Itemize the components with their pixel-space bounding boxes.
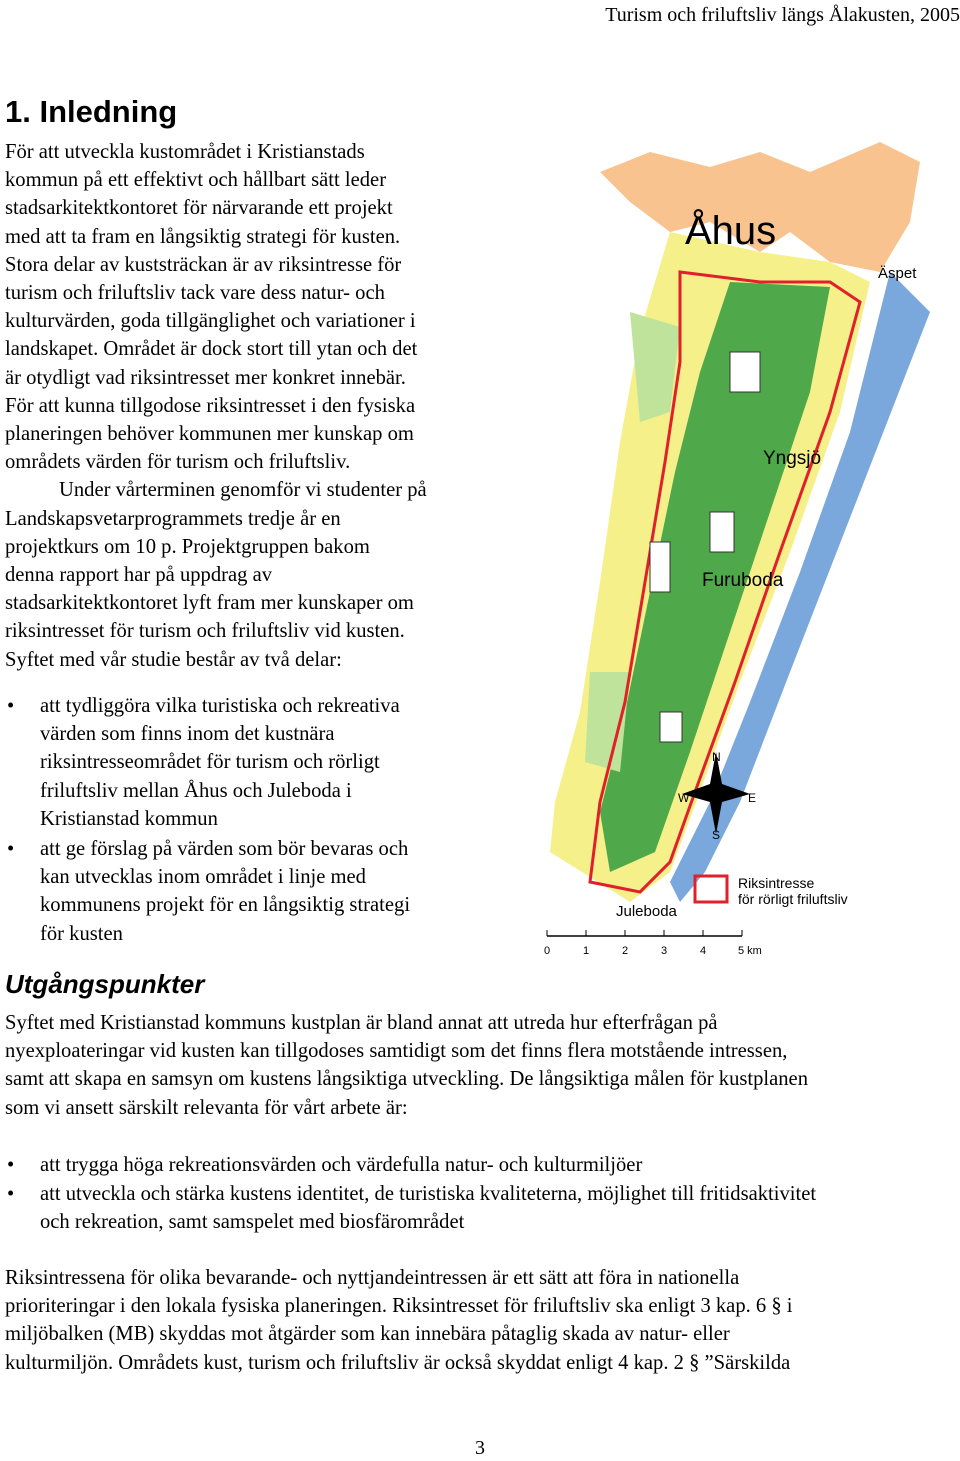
intro-line: Under vårterminen genomför vi studenter på <box>59 479 427 502</box>
section-title: 1. Inledning <box>5 94 178 129</box>
settlement-block <box>650 542 670 592</box>
para-line: Syftet med Kristianstad kommuns kustplan är bland annat att utreda hur efterfrågan på <box>5 1012 718 1034</box>
list-item-line: och rekreation, samt samspelet med biosfärområdet <box>40 1211 465 1234</box>
intro-line: landskapet. Området är dock stort till ytan och det <box>5 338 418 361</box>
intro-line: projektkurs om 10 p. Projektgruppen bakom <box>5 535 370 558</box>
intro-paragraph <box>5 138 427 674</box>
intro-line: stadsarkitektkontoret för närvarande ett projekt <box>5 197 393 220</box>
list-item-line: • att ge förslag på värden som bör bevaras och <box>40 838 409 861</box>
scale-label: 3 <box>661 945 668 957</box>
place-label-aspet: Äspet <box>878 265 917 282</box>
riksintressen-paragraph <box>5 1264 793 1377</box>
settlement-block <box>730 352 760 392</box>
scale-label: 4 <box>700 945 707 957</box>
list-item <box>5 692 410 833</box>
list-item <box>5 1151 816 1179</box>
list-item-line: Kristianstad kommun <box>40 807 218 830</box>
utgangspunkter-paragraph <box>5 1009 808 1122</box>
legend-swatch <box>695 876 727 902</box>
list-item-line: • att utveckla och stärka kustens identitet, de turistiska kvaliteterna, möjlighet till fritidsaktivitet <box>40 1183 817 1206</box>
settlement-block <box>660 712 682 742</box>
intro-line: Syftet med vår studie består av två delar: <box>5 648 342 671</box>
intro-line: planeringen behöver kommunen mer kunskap om <box>5 423 414 446</box>
running-header: Turism och friluftsliv längs Ålakusten, 2005 <box>605 4 960 26</box>
scale-label: 2 <box>622 945 629 957</box>
intro-line: stadsarkitektkontoret lyft fram mer kunskaper om <box>5 592 414 615</box>
list-item-line: • att tydliggöra vilka turistiska och rekreativa <box>40 695 400 717</box>
intro-line: Stora delar av kuststräckan är av riksintresse för <box>5 253 402 276</box>
list-item-line: för kusten <box>40 922 123 945</box>
scale-label: 0 <box>544 945 551 957</box>
para-line: prioriteringar i den lokala fysiska planeringen. Riksintresset för friluftsliv ska enligt 3 kap. 6 § i <box>5 1295 793 1318</box>
scale-label: 1 <box>583 945 590 957</box>
scale-label: 5 km <box>738 945 762 957</box>
map-legend <box>695 875 848 907</box>
list-item-line: riksintresseområdet för turism och rörligt <box>40 751 380 774</box>
list-item <box>5 835 410 948</box>
intro-line: med att ta fram en långsiktig strategi för kusten. <box>5 225 401 248</box>
intro-line: Landskapsvetarprogrammets tredje år en <box>5 507 341 530</box>
coast-map-figure <box>530 112 960 957</box>
intro-line: För att utveckla kustområdet i Kristianstads <box>5 141 365 163</box>
page-number: 3 <box>475 1437 485 1459</box>
intro-line: områdets värden för turism och friluftsliv. <box>5 451 351 474</box>
para-line: nyexploateringar vid kusten kan tillgodoses samtidigt som det finns flera motstående intressen, <box>5 1040 788 1063</box>
place-label-ahus: Åhus <box>685 209 777 253</box>
list-item-line: värden som finns inom det kustnära <box>40 723 335 746</box>
intro-line: turism och friluftsliv tack vare dess natur- och <box>5 282 385 305</box>
compass-e: E <box>748 791 757 805</box>
list-item-line: kommunens projekt för en långsiktig strategi <box>40 894 411 917</box>
compass-s: S <box>712 828 721 842</box>
para-line: miljöbalken (MB) skyddas mot åtgärder som kan innebära påtaglig skada av natur- eller <box>5 1323 730 1346</box>
intro-line: riksintresset för turism och friluftsliv vid kusten. <box>5 620 405 643</box>
purpose-list <box>5 692 410 950</box>
place-label-furuboda: Furuboda <box>702 570 784 591</box>
place-label-juleboda: Juleboda <box>616 903 677 920</box>
intro-line: kulturvärden, goda tillgänglighet och variationer i <box>5 310 416 333</box>
compass-n: N <box>712 750 721 764</box>
compass-w: W <box>678 791 690 805</box>
list-item-line: • att trygga höga rekreationsvärden och värdefulla natur- och kulturmiljöer <box>40 1154 643 1176</box>
intro-line: kommun på ett effektivt och hållbart sätt leder <box>5 169 387 192</box>
list-item-line: friluftsliv mellan Åhus och Juleboda i <box>40 779 352 802</box>
para-line: kulturmiljön. Områdets kust, turism och friluftsliv är också skyddat enligt 4 kap. 2 § ”Särskilda <box>5 1351 791 1374</box>
para-line: som vi ansett särskilt relevanta för vårt arbete är: <box>5 1096 408 1119</box>
legend-line-1: Riksintresse <box>738 875 815 891</box>
subheading-utgangspunkter: Utgångspunkter <box>5 969 205 999</box>
list-item <box>5 1180 816 1236</box>
list-item-line: kan utvecklas inom området i linje med <box>40 866 366 889</box>
coast-map <box>530 112 960 957</box>
intro-line: För att kunna tillgodose riksintresset i den fysiska <box>5 394 416 417</box>
legend-line-2: för rörligt friluftsliv <box>738 891 848 907</box>
intro-line: är otydligt vad riksintresset mer konkret innebär. <box>5 366 406 389</box>
scale-bar <box>544 930 762 957</box>
para-line: samt att skapa en samsyn om kustens långsiktiga utveckling. De långsiktiga målen för kustplanen <box>5 1068 808 1091</box>
goals-list <box>5 1151 816 1238</box>
intro-line: denna rapport har på uppdrag av <box>5 564 273 587</box>
para-line: Riksintressena för olika bevarande- och nyttjandeintressen är ett sätt att föra in nationella <box>5 1267 740 1289</box>
settlement-block <box>710 512 734 552</box>
place-label-yngsjo: Yngsjö <box>763 448 822 469</box>
